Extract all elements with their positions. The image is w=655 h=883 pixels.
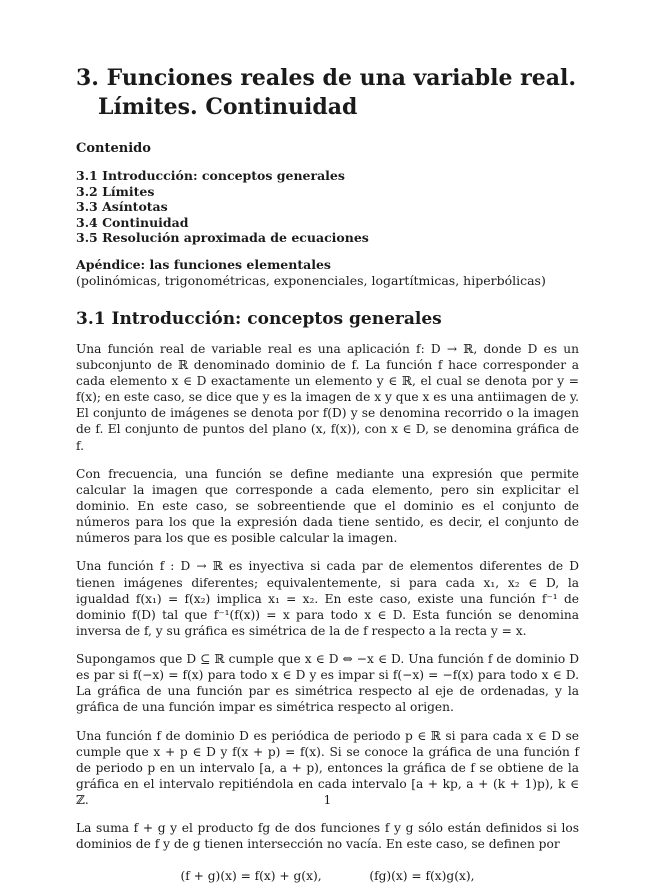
title-line-1: 3. Funciones reales de una variable real.: [76, 65, 576, 91]
toc-item-3-2: 3.2 Límites: [76, 183, 155, 199]
appendix-subtitle: (polinómicas, trigonométricas, exponenciales, logartítmicas, hiperbólicas): [76, 272, 546, 288]
appendix-block: [76, 257, 579, 289]
toc-item-3-4: 3.4 Continuidad: [76, 214, 189, 230]
equation-product: (fg)(x) = f(x)g(x),: [369, 868, 475, 883]
contents-heading: Contenido: [76, 141, 151, 156]
equation-sum: (f + g)(x) = f(x) + g(x),: [180, 868, 322, 883]
document-title: [76, 64, 579, 122]
table-of-contents: [76, 168, 579, 246]
paragraph-injective: Una función f : D → ℝ es inyectiva si cada par de elementos diferentes de D tienen imágenes diferentes; equivalentemente, si para cada x₁, x₂ ∈ D, la igualdad f(x₁) = f(x₂) implica x₁ = x₂. En este caso, existe una función f⁻¹ de dominio f(D) tal que f⁻¹(f(x)) = x para todo x ∈ D. Esta función se denomina inversa de f, y su gráfica es simétrica de la de f respecto a la recta y = x.: [76, 559, 579, 638]
paragraph-sum-product: La suma f + g y el producto fg de dos funciones f y g sólo están definidos si los dominios de f y de g tienen intersección no vacía. En este caso, se definen por: [76, 821, 579, 852]
paragraph-even-odd: Supongamos que D ⊆ ℝ cumple que x ∈ D ⇔ −x ∈ D. Una función f de dominio D es par si f(−x) = f(x) para todo x ∈ D y es impar si f(−x) = −f(x) para todo x ∈ D. La gráfica de una función par es simétrica respecto al eje de ordenadas, y la gráfica de una función impar es simétrica respecto al origen.: [76, 652, 579, 715]
toc-item-3-1: 3.1 Introducción: conceptos generales: [76, 168, 345, 183]
paragraph-periodic: Una función f de dominio D es periódica de periodo p ∈ ℝ si para cada x ∈ D se cumple que x + p ∈ D y f(x + p) = f(x). Si se conoce la gráfica de una función f de periodo p en un intervalo [a, a + p), entonces la gráfica de f se obtiene de la gráfica en el intervalo repitiéndola en cada intervalo [a + kp, a + (k + 1)p), k ∈ ℤ.: [76, 728, 579, 808]
title-line-2: Límites. Continuidad: [98, 94, 358, 120]
section-heading-3-1: 3.1 Introducción: conceptos generales: [76, 308, 442, 329]
paragraph-definition: Una función real de variable real es una aplicación f: D → ℝ, donde D es un subconjunto de ℝ denominado dominio de f. La función f hace corresponder a cada elemento x ∈ D exactamente un elemento y ∈ ℝ, el cual se denota por y = f(x); en este caso, se dice que y es la imagen de x y que x es una antiimagen de y. El conjunto de imágenes se denota por f(D) y se denomina recorrido o la imagen de f. El conjunto de puntos del plano (x, f(x)), con x ∈ D, se denomina gráfica de f.: [76, 341, 579, 453]
display-equation: [76, 869, 579, 883]
paragraph-domain: Con frecuencia, una función se define mediante una expresión que permite calcular la imagen que corresponde a cada elemento, pero sin explicitar el dominio. En este caso, se sobreentiende que el dominio es el conjunto de números para los que la expresión dada tiene sentido, es decir, el conjunto de números para los que es posible calcular la imagen.: [76, 466, 579, 546]
page-number: 1: [323, 793, 332, 807]
toc-item-3-3: 3.3 Asíntotas: [76, 199, 168, 215]
appendix-title: Apéndice: las funciones elementales: [76, 256, 331, 272]
toc-item-3-5: 3.5 Resolución aproximada de ecuaciones: [76, 230, 369, 246]
